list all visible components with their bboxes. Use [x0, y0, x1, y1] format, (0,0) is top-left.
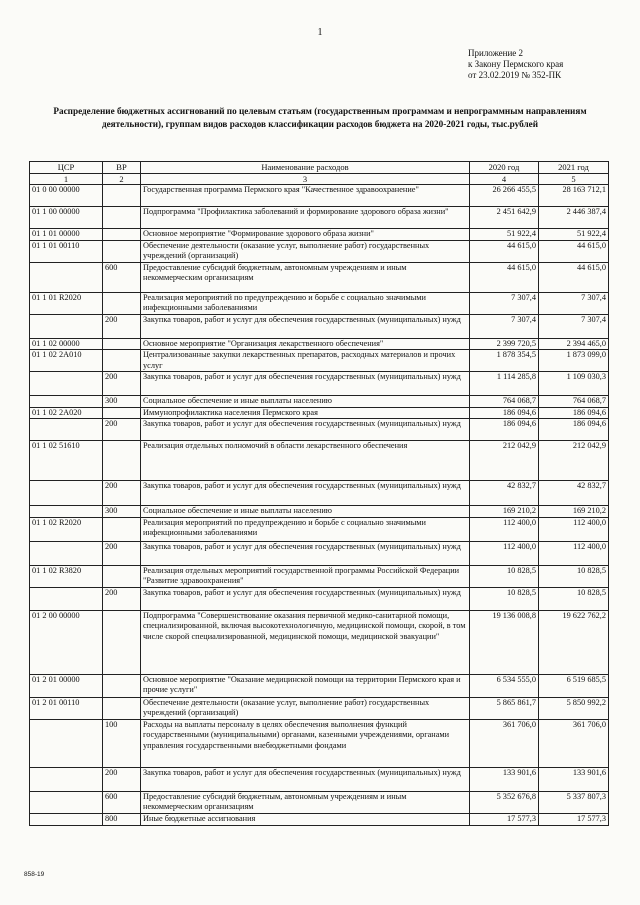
row-csr-code: 01 1 02 2А020: [30, 407, 103, 419]
table-row: [30, 314, 609, 338]
row-amount-2020: 1 878 354,5: [470, 350, 539, 372]
row-expense-name: Закупка товаров, работ и услуг для обеспечения государственных (муниципальных) нужд: [141, 372, 470, 396]
row-csr-code: 01 0 00 00000: [30, 185, 103, 207]
row-vr-code: [103, 565, 141, 587]
row-amount-2020: 10 828,5: [470, 587, 539, 610]
row-amount-2020: 764 068,7: [470, 396, 539, 408]
row-vr-code: [103, 338, 141, 350]
table-row: [30, 338, 609, 350]
row-vr-code: 200: [103, 419, 141, 441]
table-row: [30, 229, 609, 241]
table-row: [30, 262, 609, 292]
row-amount-2020: 186 094,6: [470, 407, 539, 419]
col-number: 1: [30, 173, 103, 185]
row-amount-2020: 5 865 861,7: [470, 697, 539, 719]
row-csr-code: 01 1 02 51610: [30, 441, 103, 481]
row-expense-name: Иные бюджетные ассигнования: [141, 813, 470, 825]
row-csr-code: [30, 767, 103, 791]
row-expense-name: Реализация мероприятий по предупреждению и борьбе с социально значимыми инфекционными заболеваниями: [141, 292, 470, 314]
footer-code: 858-19: [24, 871, 45, 878]
col-number: 3: [141, 173, 470, 185]
row-csr-code: [30, 791, 103, 813]
row-csr-code: 01 1 02 R3820: [30, 565, 103, 587]
row-amount-2020: 6 534 555,0: [470, 674, 539, 697]
table-row: [30, 396, 609, 408]
table-row: [30, 292, 609, 314]
row-csr-code: [30, 587, 103, 610]
row-vr-code: 300: [103, 506, 141, 518]
row-amount-2021: 186 094,6: [539, 407, 609, 419]
row-csr-code: 01 1 02 2А010: [30, 350, 103, 372]
row-csr-code: 01 2 01 00000: [30, 674, 103, 697]
row-csr-code: [30, 262, 103, 292]
row-csr-code: [30, 314, 103, 338]
row-csr-code: 01 1 02 R2020: [30, 517, 103, 541]
row-expense-name: Социальное обеспечение и иные выплаты населению: [141, 506, 470, 518]
row-amount-2021: 7 307,4: [539, 292, 609, 314]
table-row: [30, 419, 609, 441]
row-csr-code: [30, 506, 103, 518]
row-amount-2020: 2 399 720,5: [470, 338, 539, 350]
col-number: 2: [103, 173, 141, 185]
row-expense-name: Основное мероприятие "Оказание медицинской помощи на территории Пермского края и прочие услуги": [141, 674, 470, 697]
table-row: [30, 506, 609, 518]
row-amount-2021: 186 094,6: [539, 419, 609, 441]
table-row: [30, 541, 609, 565]
row-expense-name: Закупка товаров, работ и услуг для обеспечения государственных (муниципальных) нужд: [141, 541, 470, 565]
page-number: 1: [317, 27, 323, 38]
row-amount-2020: 19 136 008,8: [470, 610, 539, 674]
row-csr-code: 01 1 02 00000: [30, 338, 103, 350]
row-expense-name: Основное мероприятие "Формирование здорового образа жизни": [141, 229, 470, 241]
row-amount-2021: 10 828,5: [539, 587, 609, 610]
row-csr-code: 01 1 00 00000: [30, 207, 103, 229]
row-vr-code: 200: [103, 372, 141, 396]
row-amount-2020: 26 266 455,5: [470, 185, 539, 207]
row-vr-code: 200: [103, 587, 141, 610]
row-expense-name: Закупка товаров, работ и услуг для обеспечения государственных (муниципальных) нужд: [141, 481, 470, 506]
row-vr-code: [103, 674, 141, 697]
row-vr-code: [103, 350, 141, 372]
appendix-block: [468, 48, 628, 81]
row-vr-code: 200: [103, 314, 141, 338]
appendix-line: к Закону Пермского края: [468, 59, 564, 69]
table-row: [30, 719, 609, 767]
row-csr-code: 01 1 01 00000: [30, 229, 103, 241]
table-row: [30, 697, 609, 719]
row-expense-name: Закупка товаров, работ и услуг для обеспечения государственных (муниципальных) нужд: [141, 314, 470, 338]
row-amount-2020: 42 832,7: [470, 481, 539, 506]
row-amount-2020: 17 577,3: [470, 813, 539, 825]
col-number: 4: [470, 173, 539, 185]
row-csr-code: [30, 396, 103, 408]
table-row: [30, 813, 609, 825]
row-amount-2021: 42 832,7: [539, 481, 609, 506]
row-amount-2020: 112 400,0: [470, 517, 539, 541]
row-vr-code: 200: [103, 541, 141, 565]
table-row: [30, 207, 609, 229]
row-vr-code: [103, 207, 141, 229]
header-vr: ВР: [103, 162, 141, 174]
row-amount-2021: 44 615,0: [539, 240, 609, 262]
table-row: [30, 791, 609, 813]
row-amount-2020: 186 094,6: [470, 419, 539, 441]
row-amount-2021: 44 615,0: [539, 262, 609, 292]
row-expense-name: Обеспечение деятельности (оказание услуг, выполнение работ) государственных учреждений (организаций): [141, 697, 470, 719]
table-row: [30, 441, 609, 481]
row-amount-2021: 19 622 762,2: [539, 610, 609, 674]
row-vr-code: 200: [103, 481, 141, 506]
row-amount-2021: 133 901,6: [539, 767, 609, 791]
row-amount-2020: 212 042,9: [470, 441, 539, 481]
row-expense-name: Расходы на выплаты персоналу в целях обеспечения выполнения функций государственными (муниципальными) органами, казенными учреждениями, органами управления государственными внебюджетными фондами: [141, 719, 470, 767]
row-amount-2021: 1 873 099,0: [539, 350, 609, 372]
row-vr-code: [103, 697, 141, 719]
row-expense-name: Централизованные закупки лекарственных препаратов, расходных материалов и прочих услуг: [141, 350, 470, 372]
row-csr-code: [30, 481, 103, 506]
row-csr-code: [30, 813, 103, 825]
row-amount-2021: 2 394 465,0: [539, 338, 609, 350]
row-amount-2021: 112 400,0: [539, 541, 609, 565]
row-amount-2021: 169 210,2: [539, 506, 609, 518]
row-csr-code: [30, 372, 103, 396]
row-expense-name: Реализация отдельных мероприятий государственной программы Российской Федерации "Развитие здравоохранения": [141, 565, 470, 587]
header-2021: 2021 год: [539, 162, 609, 174]
row-vr-code: 600: [103, 262, 141, 292]
header-csr: ЦСР: [30, 162, 103, 174]
row-vr-code: 600: [103, 791, 141, 813]
row-vr-code: 800: [103, 813, 141, 825]
row-expense-name: Подпрограмма "Совершенствование оказания первичной медико-санитарной помощи, специализированной, включая высокотехнологичную, медицинской помощи, скорой, в том числе скорой специализированной, медицинской помощи, медицинской эвакуации": [141, 610, 470, 674]
row-expense-name: Социальное обеспечение и иные выплаты населению: [141, 396, 470, 408]
row-amount-2020: 112 400,0: [470, 541, 539, 565]
table-row: [30, 767, 609, 791]
row-vr-code: 100: [103, 719, 141, 767]
row-amount-2020: 169 210,2: [470, 506, 539, 518]
row-csr-code: 01 2 00 00000: [30, 610, 103, 674]
row-amount-2021: 51 922,4: [539, 229, 609, 241]
row-amount-2020: 2 451 642,9: [470, 207, 539, 229]
row-expense-name: Предоставление субсидий бюджетным, автономным учреждениям и иным некоммерческим организациям: [141, 791, 470, 813]
row-vr-code: [103, 229, 141, 241]
row-expense-name: Закупка товаров, работ и услуг для обеспечения государственных (муниципальных) нужд: [141, 587, 470, 610]
row-csr-code: 01 1 01 00110: [30, 240, 103, 262]
row-vr-code: [103, 292, 141, 314]
row-amount-2021: 1 109 030,3: [539, 372, 609, 396]
row-csr-code: [30, 541, 103, 565]
table-row: [30, 240, 609, 262]
row-vr-code: [103, 185, 141, 207]
appendix-line: Приложение 2: [468, 48, 524, 58]
row-csr-code: 01 1 01 R2020: [30, 292, 103, 314]
table-row: [30, 350, 609, 372]
table-row: [30, 610, 609, 674]
row-amount-2021: 361 706,0: [539, 719, 609, 767]
row-amount-2021: 17 577,3: [539, 813, 609, 825]
document-title: Распределение бюджетных ассигнований по целевым статьям (государственным программам и непрограммным направлениям деятельности), группам видов расходов классификации расходов бюджета на 2020-2021 годы, тыс.рублей: [53, 106, 587, 129]
budget-table-body: [30, 162, 609, 826]
row-vr-code: 300: [103, 396, 141, 408]
table-row: [30, 407, 609, 419]
row-amount-2020: 7 307,4: [470, 292, 539, 314]
row-amount-2021: 764 068,7: [539, 396, 609, 408]
row-expense-name: Реализация отдельных полномочий в области лекарственного обеспечения: [141, 441, 470, 481]
row-amount-2021: 7 307,4: [539, 314, 609, 338]
row-expense-name: Обеспечение деятельности (оказание услуг, выполнение работ) государственных учреждений (организаций): [141, 240, 470, 262]
row-expense-name: Государственная программа Пермского края "Качественное здравоохранение": [141, 185, 470, 207]
header-2020: 2020 год: [470, 162, 539, 174]
row-expense-name: Основное мероприятие "Организация лекарственного обеспечения": [141, 338, 470, 350]
row-amount-2021: 212 042,9: [539, 441, 609, 481]
row-vr-code: [103, 517, 141, 541]
row-amount-2020: 1 114 285,8: [470, 372, 539, 396]
table-row: [30, 674, 609, 697]
row-amount-2021: 112 400,0: [539, 517, 609, 541]
table-row: [30, 481, 609, 506]
row-amount-2021: 5 850 992,2: [539, 697, 609, 719]
row-amount-2021: 6 519 685,5: [539, 674, 609, 697]
column-number-row: [30, 173, 609, 185]
row-amount-2021: 5 337 807,3: [539, 791, 609, 813]
table-row: [30, 565, 609, 587]
row-vr-code: 200: [103, 767, 141, 791]
row-amount-2020: 7 307,4: [470, 314, 539, 338]
row-amount-2020: 361 706,0: [470, 719, 539, 767]
row-csr-code: 01 2 01 00110: [30, 697, 103, 719]
row-amount-2021: 2 446 387,4: [539, 207, 609, 229]
row-amount-2020: 51 922,4: [470, 229, 539, 241]
row-expense-name: Иммунопрофилактика населения Пермского края: [141, 407, 470, 419]
table-row: [30, 372, 609, 396]
row-amount-2020: 133 901,6: [470, 767, 539, 791]
row-amount-2020: 44 615,0: [470, 262, 539, 292]
row-vr-code: [103, 240, 141, 262]
row-amount-2021: 28 163 712,1: [539, 185, 609, 207]
row-expense-name: Подпрограмма "Профилактика заболеваний и формирование здорового образа жизни": [141, 207, 470, 229]
row-amount-2020: 10 828,5: [470, 565, 539, 587]
table-row: [30, 587, 609, 610]
row-amount-2020: 44 615,0: [470, 240, 539, 262]
table-row: [30, 185, 609, 207]
appendix-line: от 23.02.2019 № 352-ПК: [468, 70, 562, 80]
row-amount-2020: 5 352 676,8: [470, 791, 539, 813]
row-expense-name: Реализация мероприятий по предупреждению и борьбе с социально значимыми инфекционными заболеваниями: [141, 517, 470, 541]
header-row: [30, 162, 609, 174]
row-vr-code: [103, 407, 141, 419]
row-expense-name: Предоставление субсидий бюджетным, автономным учреждениям и иным некоммерческим организациям: [141, 262, 470, 292]
row-vr-code: [103, 441, 141, 481]
row-csr-code: [30, 719, 103, 767]
row-vr-code: [103, 610, 141, 674]
col-number: 5: [539, 173, 609, 185]
row-expense-name: Закупка товаров, работ и услуг для обеспечения государственных (муниципальных) нужд: [141, 767, 470, 791]
row-csr-code: [30, 419, 103, 441]
table-row: [30, 517, 609, 541]
header-name: Наименование расходов: [141, 162, 470, 174]
budget-table: [29, 161, 609, 826]
row-expense-name: Закупка товаров, работ и услуг для обеспечения государственных (муниципальных) нужд: [141, 419, 470, 441]
row-amount-2021: 10 828,5: [539, 565, 609, 587]
